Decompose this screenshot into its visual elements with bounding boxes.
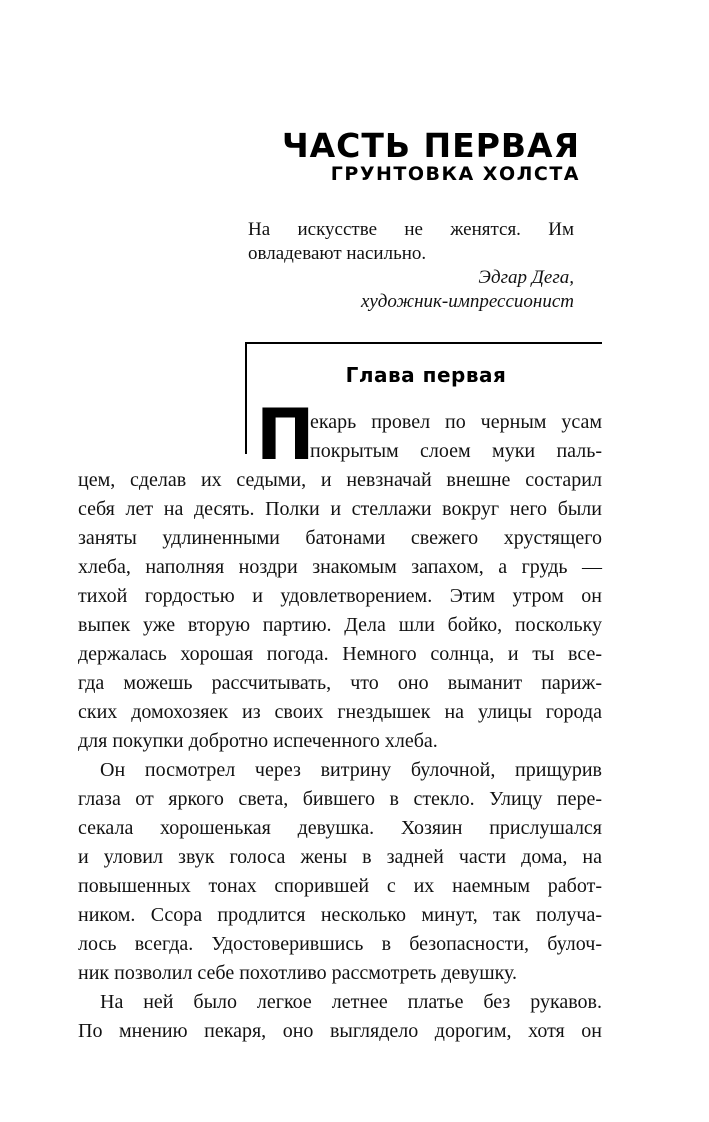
text-line: себя лет на десять. Полки и стеллажи вокруг него были: [78, 498, 602, 520]
text-line: цем, сделав их седыми, и невзначай внешне состарил: [78, 469, 602, 491]
text-line: гда можешь рассчитывать, что оно выманит париж-: [78, 672, 602, 694]
text-line: хлеба, наполняя ноздри знакомым запахом, а грудь —: [78, 556, 602, 578]
epigraph-author: Эдгар Дега,: [478, 267, 574, 288]
text-line: ских домохозяек из своих гнездышек на улицы города: [78, 701, 602, 723]
epigraph: [248, 218, 574, 314]
drop-cap-letter: П: [256, 394, 315, 476]
text-line: повышенных тонах спорившей с их наемным работ-: [78, 875, 602, 897]
part-title: ЧАСТЬ ПЕРВАЯ: [281, 126, 580, 165]
text-line: тихой гордостью и удовлетворением. Этим утром он: [78, 585, 602, 607]
text-line: На ней было легкое летнее платье без рукавов.: [100, 991, 602, 1013]
epigraph-author-role: художник-импрессионист: [360, 291, 574, 312]
text-line: заняты удлиненными батонами свежего хрустящего: [78, 527, 602, 549]
text-line: екарь провел по черным усам: [310, 411, 602, 433]
chapter-frame-left-rule: [245, 342, 247, 454]
part-subtitle: ГРУНТОВКА ХОЛСТА: [330, 163, 580, 185]
epigraph-text: На искусстве не женятся. Им овладевают насильно.: [248, 219, 574, 264]
text-line: ник позволил себе похотливо рассмотреть девушку.: [78, 962, 518, 984]
text-line: для покупки добротно испеченного хлеба.: [78, 730, 438, 752]
text-line: Он посмотрел через витрину булочной, прищурив: [100, 759, 602, 781]
chapter-title: Глава первая: [345, 363, 507, 387]
text-line: и уловил звук голоса жены в задней части дома, на: [78, 846, 602, 868]
text-line: держалась хорошая погода. Немного солнца, и ты все-: [78, 643, 602, 665]
text-line: выпек уже вторую партию. Дела шли бойко, поскольку: [78, 614, 602, 636]
text-line: По мнению пекаря, оно выглядело дорогим, хотя он: [78, 1020, 602, 1042]
text-line: лось всегда. Удостоверившись в безопасности, булоч-: [78, 933, 602, 955]
text-line: глаза от яркого света, бившего в стекло. Улицу пере-: [78, 788, 602, 810]
text-line: ником. Ссора продлится несколько минут, так получа-: [78, 904, 602, 926]
text-line: секала хорошенькая девушка. Хозяин прислушался: [78, 817, 602, 839]
text-line: покрытым слоем муки паль-: [310, 440, 602, 462]
chapter-frame-top-rule: [245, 342, 602, 344]
